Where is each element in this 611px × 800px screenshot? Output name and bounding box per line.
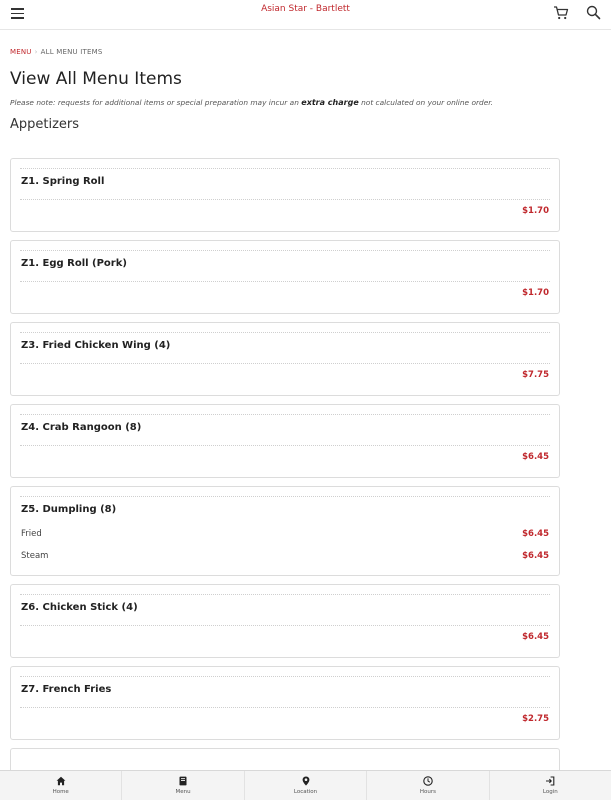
- nav-login[interactable]: [490, 771, 611, 800]
- search-icon[interactable]: [586, 5, 601, 20]
- cart-icon[interactable]: [553, 6, 569, 20]
- nav-label: Hours: [419, 789, 436, 795]
- nav-label: Menu: [175, 789, 191, 795]
- clock-icon: [423, 776, 433, 786]
- item-price: $7.75: [522, 370, 549, 380]
- item-price: $1.70: [522, 288, 549, 298]
- breadcrumb-menu-link[interactable]: MENU: [10, 48, 32, 56]
- item-price: $6.45: [522, 632, 549, 642]
- nav-menu[interactable]: [122, 771, 244, 800]
- category-heading: Appetizers: [10, 117, 80, 132]
- page-title: View All Menu Items: [10, 69, 182, 89]
- item-price: $1.70: [522, 206, 549, 216]
- menu-item-card[interactable]: [10, 584, 560, 658]
- map-pin-icon: [301, 776, 311, 786]
- menu-item-card[interactable]: [10, 158, 560, 232]
- bottom-nav: [0, 770, 611, 800]
- item-name: Z1. Spring Roll: [21, 176, 105, 187]
- item-name: Z6. Chicken Stick (4): [21, 602, 138, 613]
- option-label: Steam: [21, 551, 49, 561]
- menu-item-card[interactable]: [10, 404, 560, 478]
- nav-home[interactable]: [0, 771, 122, 800]
- item-name: Z1. Egg Roll (Pork): [21, 258, 127, 269]
- nav-label: Login: [542, 789, 558, 795]
- breadcrumb-current: ALL MENU ITEMS: [40, 48, 103, 56]
- item-option-row[interactable]: [21, 551, 549, 561]
- option-price: $6.45: [522, 529, 549, 539]
- option-label: Fried: [21, 529, 42, 539]
- item-name: Z3. Fried Chicken Wing (4): [21, 340, 171, 351]
- menu-item-card[interactable]: [10, 486, 560, 576]
- nav-hours[interactable]: [367, 771, 489, 800]
- home-icon: [56, 776, 66, 786]
- menu-header: [10, 30, 560, 132]
- menu-item-card[interactable]: [10, 240, 560, 314]
- menu-item-card[interactable]: [10, 322, 560, 396]
- restaurant-title[interactable]: Asian Star - Bartlett: [261, 4, 350, 14]
- item-option-row[interactable]: [21, 529, 549, 539]
- top-bar: [0, 0, 611, 30]
- item-name: Z7. French Fries: [21, 684, 112, 695]
- book-icon: [178, 776, 188, 786]
- nav-label: Location: [293, 789, 318, 795]
- item-name: Z5. Dumpling (8): [21, 504, 117, 515]
- breadcrumb-separator: ›: [34, 48, 38, 56]
- notice-text-end: not calculated on your online order.: [361, 98, 493, 107]
- item-price: $2.75: [522, 714, 549, 724]
- breadcrumb: [10, 48, 560, 56]
- notice-emphasis: extra charge: [301, 98, 359, 107]
- nav-label: Home: [52, 789, 69, 795]
- option-price: $6.45: [522, 551, 549, 561]
- item-price: $6.45: [522, 452, 549, 462]
- notice-text: Please note: requests for additional items or special preparation may incur an: [10, 98, 299, 107]
- login-icon: [545, 776, 555, 786]
- item-name: Z4. Crab Rangoon (8): [21, 422, 142, 433]
- nav-location[interactable]: [245, 771, 367, 800]
- menu-item-card[interactable]: [10, 666, 560, 740]
- extra-charge-notice: [10, 98, 560, 107]
- menu-item-list: [10, 158, 560, 800]
